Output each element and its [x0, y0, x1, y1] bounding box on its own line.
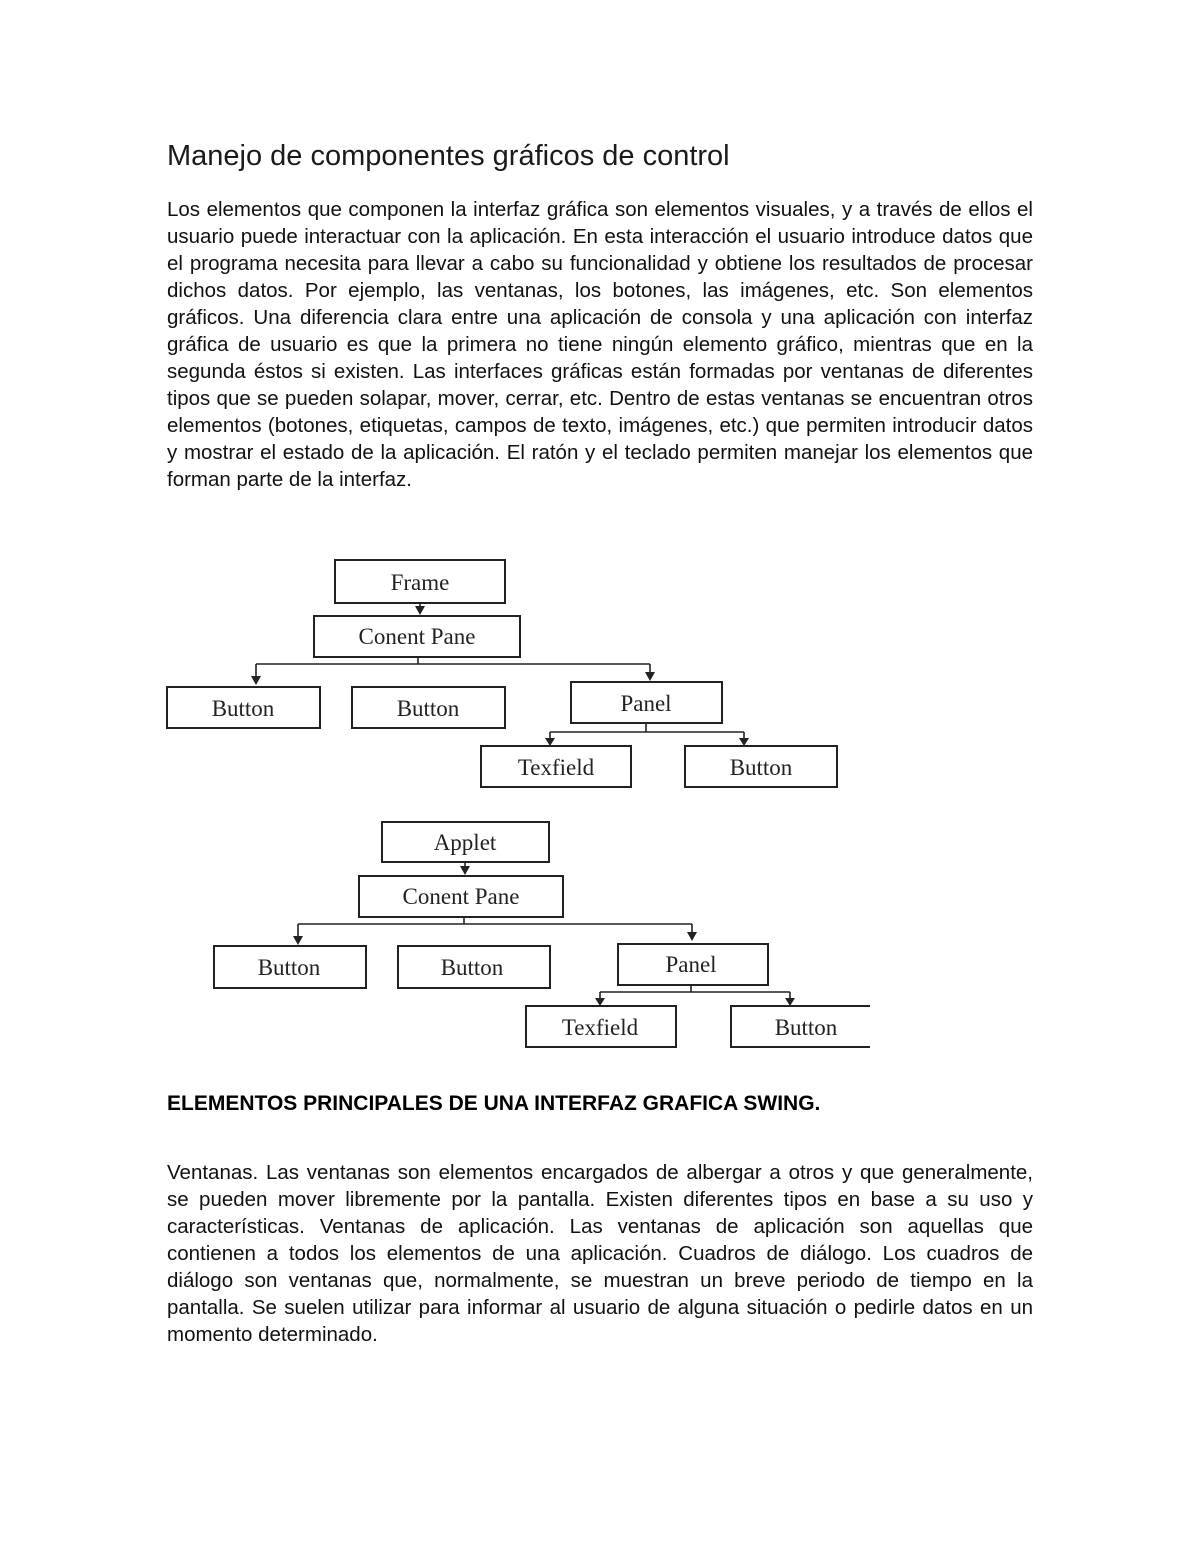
ventanas-paragraph: Ventanas. Las ventanas son elementos encargados de albergar a otros y que generalmente, se pueden mover libremente por la pantalla. Existen diferentes tipos en base a su uso y características. Ventanas de aplicación. Las ventanas de aplicación son aquellas que contienen a todos los elementos de una aplicación. Cuadros de diálogo. Los cuadros de diálogo son ventanas que, normalmente, se muestran un breve periodo de tiempo en la pantalla. Se suelen utilizar para informar al usuario de alguna situación o pedirle datos en un momento determinado. [167, 1161, 1033, 1346]
intro-paragraph: Los elementos que componen la interfaz gráfica son elementos visuales, y a través de ellos el usuario puede interactuar con la aplicación. En esta interacción el usuario introduce datos que el programa necesita para llevar a cabo su funcionalidad y obtiene los resultados de procesar dichos datos. Por ejemplo, las ventanas, los botones, las imágenes, etc. Son elementos gráficos. Una diferencia clara entre una aplicación de consola y una aplicación con interfaz gráfica de usuario es que la primera no tiene ningún elemento gráfico, mientras que en la segunda éstos si existen. Las interfaces gráficas están formadas por ventanas de diferentes tipos que se pueden solapar, mover, cerrar, etc. Dentro de estas ventanas se encuentran otros elementos (botones, etiquetas, campos de texto, imágenes, etc.) que permiten introducir datos y mostrar el estado de la aplicación. El ratón y el teclado permiten manejar los elementos que forman parte de la interfaz. [167, 198, 1033, 491]
arrow-icon [645, 672, 655, 681]
arrow-icon [739, 738, 749, 746]
arrow-icon [460, 866, 470, 875]
textfield-node-label: Texfield [561, 1015, 639, 1040]
arrow-icon [545, 738, 555, 746]
button-node-label: Button [729, 755, 793, 780]
arrow-icon [293, 936, 303, 945]
frame-node [335, 560, 505, 603]
button-node [214, 946, 366, 988]
arrow-icon [251, 676, 261, 685]
button-node [352, 687, 505, 728]
textfield-node-label: Texfield [517, 755, 595, 780]
button-node-label: Button [440, 955, 504, 980]
panel-node [618, 944, 768, 985]
content-pane-node-label: Conent Pane [402, 884, 520, 909]
applet-hierarchy-diagram [150, 808, 870, 1058]
frame-hierarchy-diagram [150, 548, 870, 798]
applet-node [382, 822, 549, 862]
frame-node-label: Frame [390, 570, 450, 595]
textfield-node [526, 1006, 676, 1047]
panel-node-label: Panel [665, 952, 717, 977]
button-node-label: Button [396, 696, 460, 721]
arrow-icon [595, 998, 605, 1006]
button-node-label: Button [257, 955, 321, 980]
button-node-label: Button [211, 696, 275, 721]
content-pane-node [359, 876, 563, 917]
applet-node-label: Applet [433, 830, 497, 855]
arrow-icon [415, 606, 425, 615]
panel-node-label: Panel [620, 691, 672, 716]
content-pane-node-label: Conent Pane [358, 624, 476, 649]
button-node [398, 946, 550, 988]
panel-node [571, 682, 722, 723]
content-pane-node [314, 616, 520, 657]
textfield-node [481, 746, 631, 787]
button-node-label: Button [774, 1015, 838, 1040]
button-node [685, 746, 837, 787]
page-title: Manejo de componentes gráficos de control [167, 140, 730, 172]
button-node [167, 687, 320, 728]
button-node [731, 1006, 870, 1047]
arrow-icon [785, 998, 795, 1006]
section-heading: ELEMENTOS PRINCIPALES DE UNA INTERFAZ GRAFICA SWING. [167, 1092, 821, 1115]
arrow-icon [687, 932, 697, 941]
